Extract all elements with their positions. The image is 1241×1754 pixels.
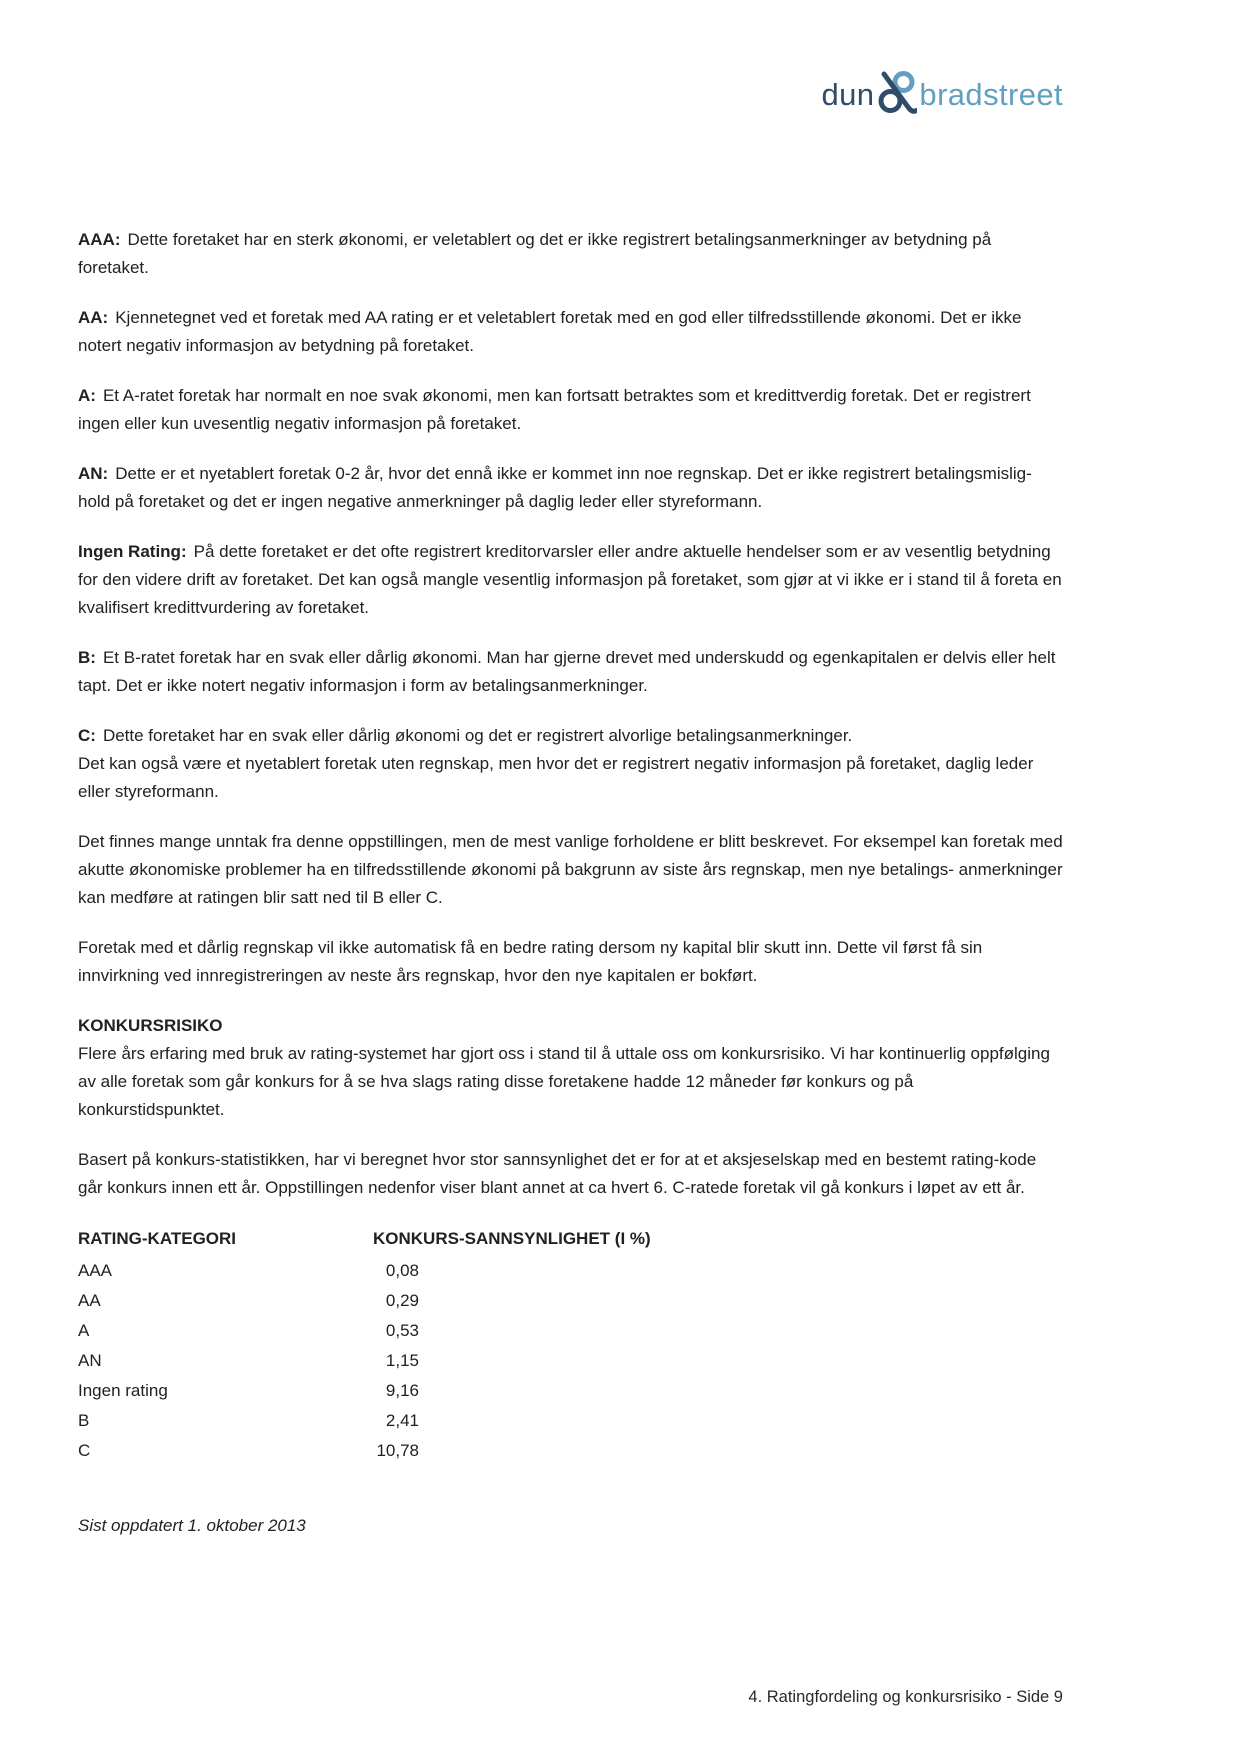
rating-text-a: Et A-ratet foretak har normalt en noe svak økonomi, men kan fortsatt betraktes som et kredittverdig foretak. Det er registrert ingen eller kun uvesentlig negativ informasjon på foretaket. [78, 386, 1031, 433]
table-cell-category: AA [78, 1291, 101, 1310]
kapital-text: Foretak med et dårlig regnskap vil ikke automatisk få en bedre rating dersom ny kapital blir skutt inn. Dette vil først få sin innvirkning ved innregistreringen av neste års regnskap, hvor den nye kapitalen er bokført. [78, 938, 983, 985]
table-header-row [78, 1224, 1063, 1254]
paragraph-kapital [78, 934, 1063, 990]
table-cell-value: 2,41 [385, 1411, 419, 1430]
rating-probability-table [78, 1224, 1063, 1466]
page-content [78, 226, 1063, 1540]
rating-label-c: C: [78, 726, 96, 745]
dun-bradstreet-logo [821, 70, 1063, 120]
paragraph-a [78, 382, 1063, 438]
rating-text-ingen: På dette foretaket er det ofte registrert kreditorvarsler eller andre aktuelle hendelser som er av vesentlig betydning for den videre drift av foretaket. Det kan også mangle vesentlig informasjon på foretaket, som gjør at vi ikke er i stand til å foreta en kvalifisert kredittvurdering av foretaket. [78, 542, 1062, 617]
page-footer: 4. Ratingfordeling og konkursrisiko - Side 9 [748, 1688, 1063, 1706]
rating-text-c: Dette foretaket har en svak eller dårlig økonomi og det er registrert alvorlige betalingsanmerkninger. [102, 726, 853, 745]
rating-label-aa: AA: [78, 308, 109, 327]
table-cell-category: AAA [78, 1261, 113, 1280]
table-cell-value: 0,29 [385, 1291, 419, 1310]
basert-text: Basert på konkurs-statistikken, har vi beregnet hvor stor sannsynlighet det er for at et aksjeselskap med en bestemt rating-kode går konkurs innen ett år. Oppstillingen nedenfor viser blant annet at ca hvert 6. C-ratede foretak vil gå konkurs i løpet av ett år. [78, 1150, 1037, 1197]
table-cell-value: 0,08 [385, 1261, 419, 1280]
rating-label-b: B: [78, 648, 96, 667]
table-cell-category: AN [78, 1351, 102, 1370]
konkursrisiko-section [78, 1012, 1063, 1124]
konkursrisiko-text: Flere års erfaring med bruk av rating-systemet har gjort oss i stand til å uttale oss om konkursrisiko. Vi har kontinuerlig oppfølging av alle foretak som går konkurs for å se hva slags rating disse foretakene hadde 12 måneder før konkurs og på konkurstidspunktet. [78, 1044, 1050, 1119]
table-row [78, 1406, 1063, 1436]
rating-text-b: Et B-ratet foretak har en svak eller dårlig økonomi. Man har gjerne drevet med underskudd og egenkapitalen er delvis eller helt tapt. Det er ikke notert negativ informasjon i form av betalingsanmerkninger. [78, 648, 1056, 695]
ampersand-icon [877, 70, 917, 116]
table-row [78, 1286, 1063, 1316]
table-cell-value: 1,15 [385, 1351, 419, 1370]
table-row [78, 1316, 1063, 1346]
paragraph-b [78, 644, 1063, 700]
rating-label-a: A: [78, 386, 96, 405]
table-row [78, 1346, 1063, 1376]
logo-text-bradstreet: bradstreet [919, 77, 1063, 112]
table-cell-value: 9,16 [385, 1381, 419, 1400]
paragraph-aaa [78, 226, 1063, 282]
table-cell-category: B [78, 1411, 90, 1430]
rating-text-aa: Kjennetegnet ved et foretak med AA rating er et veletablert foretak med en god eller tilfredsstillende økonomi. Det er ikke notert negativ informasjon av betydning på foretaket. [78, 308, 1022, 355]
paragraph-c [78, 722, 1063, 806]
table-cell-category: C [78, 1441, 91, 1460]
table-cell-value: 10,78 [376, 1441, 419, 1460]
table-cell-category: A [78, 1321, 90, 1340]
unntak-text: Det finnes mange unntak fra denne oppstillingen, men de mest vanlige forholdene er blitt beskrevet. For eksempel kan foretak med akutte økonomiske problemer ha en tilfredsstillende økonomi på bakgrunn av siste års regnskap, men nye betalings- anmerkninger kan medføre at ratingen blir satt ned til B eller C. [78, 832, 1063, 907]
rating-label-ingen: Ingen Rating: [78, 542, 187, 561]
table-header-category: RATING-KATEGORI [78, 1229, 237, 1248]
paragraph-basert [78, 1146, 1063, 1202]
table-cell-value: 0,53 [385, 1321, 419, 1340]
rating-text-an: Dette er et nyetablert foretak 0-2 år, hvor det ennå ikke er kommet inn noe regnskap. Det er ikke registrert betalingsmislig- hold på foretaket og det er ingen negative anmerkninger på daglig leder eller styreformann. [78, 464, 1032, 511]
table-row [78, 1256, 1063, 1286]
logo-text-dun: dun [821, 77, 875, 112]
rating-label-aaa: AAA: [78, 230, 121, 249]
table-header-probability: KONKURS-SANNSYNLIGHET (I %) [373, 1229, 651, 1248]
last-updated-note: Sist oppdatert 1. oktober 2013 [78, 1516, 306, 1535]
paragraph-aa [78, 304, 1063, 360]
paragraph-unntak [78, 828, 1063, 912]
paragraph-an [78, 460, 1063, 516]
rating-label-an: AN: [78, 464, 109, 483]
paragraph-ingen-rating [78, 538, 1063, 622]
table-row [78, 1376, 1063, 1406]
table-cell-category: Ingen rating [78, 1381, 168, 1400]
rating-text-aaa: Dette foretaket har en sterk økonomi, er veletablert og det er ikke registrert betalingsanmerkninger av betydning på foretaket. [78, 230, 992, 277]
table-row [78, 1436, 1063, 1466]
konkursrisiko-heading: KONKURSRISIKO [78, 1016, 223, 1035]
rating-text-c-line2: Det kan også være et nyetablert foretak uten regnskap, men hvor det er registrert negativ informasjon på foretaket, daglig leder eller styreformann. [78, 754, 1034, 801]
